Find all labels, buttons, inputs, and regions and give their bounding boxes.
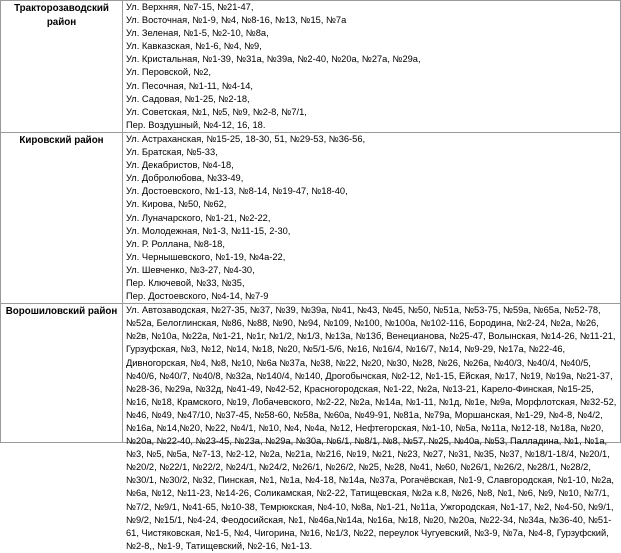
district-name: Тракторозаводский район [1, 1, 123, 133]
street-line: Ул. Шевченко, №3-27, №4-30, [126, 264, 255, 275]
street-list [123, 1, 621, 133]
street-line: Ул. Кирова, №50, №62, [126, 199, 227, 210]
street-line: Ул. Луначарского, №1-21, №2-22, [126, 212, 271, 223]
table-row [1, 1, 621, 133]
table-row [1, 304, 621, 443]
table-row [1, 132, 621, 303]
street-line: Ул. Садовая, №1-25, №2-18, [126, 93, 250, 104]
street-line: Ул. Советская, №1, №5, №9, №2-8, №7/1, [126, 106, 307, 117]
street-line: Ул. Астраханская, №15-25, 18-30, 51, №29-53, №36-56, [126, 133, 366, 144]
street-line: Ул. Братская, №5-33, [126, 147, 218, 158]
street-line: Ул. Кристальная, №1-39, №31а, №39а, №2-40, №20а, №27а, №29а, [126, 54, 421, 65]
street-line: Пер. Воздушный, №4-12, 16, 18. [126, 119, 266, 130]
district-name: Ворошиловский район [1, 304, 123, 443]
street-line: Ул. Восточная, №1-9, №4, №8-16, №13, №15, №7а [126, 15, 347, 26]
street-line: Ул. Перовской, №2, [126, 67, 211, 78]
street-list [123, 304, 621, 551]
street-line: Ул. Достоевского, №1-13, №8-14, №19-47, №18-40, [126, 186, 348, 197]
street-paragraph: Ул. Автозаводская, №27-35, №37, №39, №39а, №41, №43, №45, №50, №51а, №53-75, №59а, №65а, №52-78, №52а, Белоглинская, №86, №88, №90, №94, №109, №100, №100а, №102-116, Бородина, №2-24, №2а, №26, №2в, №10а, №22а, №1-21, №1г, №1/2, №1/3, №13а, №13б, Венецианова, №25-47, Волынская, №14-26, №11-21, Гурзуфская, №3, №12, №14, №18, №20, №5/1-5/6, №16, №16/4, №16/7, №14, №9-29, №17а, №22-46, Дивногорская, №4, №8, №10, №6а №37а, №38, №22, №20, №30, №28, №26, №26а, №40/3, №40/4, №40/5, №40/6, №40/7, №40/8, №32а, №140/4, №140, Дрогобычская, №2-12, №1-15, Ейская, №17, №19, №19а, №21-37, №28-36, №29а, №32д, №41-49, №42-52, Красногородская, №1-22, №2а, №13-21, Карело-Финская, №15-25, №16, №18, Крамского, №19, Лобачевского, №2-22, №2а, №14а, №1-11, №1д, №1е, №9а, Морфлотская, №32-52, №46, №49, №47/10, №37-45, №58-60, №58а, №60а, №49-91, №81а, №79а, Моршанская, №1-29, №4-8, №4/2, №16а, №14,№20, №22, №4/1, №10, №4, №4а, №12, Нефтегорская, №1-10, №5а, №11а, №12-18, №18а, №20, №20а, №22-40, №23-45, №23а, №29а, №30а, №6/1, №8/1, №8, №57, №25, №40а, №53, Палладина, №1, №1а, №3, №5, №5а, №7-13, №2-12, №2а, №21а, №216, №19, №21, №23, №27, №31, №35, №37, №18/1-18/4, №20/1, №20/2, №22/1, №22/2, №24/1, №24/2, №26/1, №26/2, №25, №28, №41, №60, №26/1, №26/2, №28/1, №28/2, №30/1, №30/2, №32, Пинская, №1, №1а, №4-18, №14а, №37а, Рогачёвская, №1-9, Славгородская, №1-10, №2а, №6а, №12, №11-23, №14-26, Соликамская, №2-22, Татищевская, №2а к.8, №26, №8, №1, №6, №9, №10, №7/1, №7/2, №9/1, №41-65, №10-38, Темрюкская, №4-10, №8а, №1-21, №11а, Ужгородская, №1-17, №2, №4-50, №9/1, №9/2, №15/1, №4-24, Феодосийская, №1, №46а,№14а, №16а, №18, №20, №20а, №22-34, №34а, №36-40, №51-61, Чистяковская, №1-5, №4, Чигорина, №16, №1/3, №22, переулок Чугуевский, №3-9, №7а, №4-8, Гурзуфский, №2-8,, №1-9, Татищевский, №2-16, №1-13. [126, 305, 617, 551]
street-line: Ул. Добролюбова, №33-49, [126, 173, 244, 184]
street-paragraph-wrap [126, 304, 618, 551]
street-line: Ул. Кавказская, №1-6, №4, №9, [126, 41, 262, 52]
street-line: Ул. Декабристов, №4-18, [126, 160, 234, 171]
street-list [123, 132, 621, 303]
street-line: Ул. Чернышевского, №1-19, №4а-22, [126, 251, 286, 262]
street-line: Ул. Песочная, №1-11, №4-14, [126, 80, 254, 91]
street-line: Ул. Верхняя, №7-15, №21-47, [126, 2, 254, 12]
district-name: Кировский район [1, 132, 123, 303]
street-line: Ул. Р. Роллана, №8-18, [126, 238, 225, 249]
street-line: Ул. Молодежная, №1-3, №11-15, 2-30, [126, 225, 291, 236]
street-line: Ул. Зеленая, №1-5, №2-10, №8а, [126, 28, 269, 39]
street-line: Пер. Ключевой, №33, №35, [126, 277, 245, 288]
street-line: Пер. Достоевского, №4-14, №7-9 [126, 291, 269, 302]
